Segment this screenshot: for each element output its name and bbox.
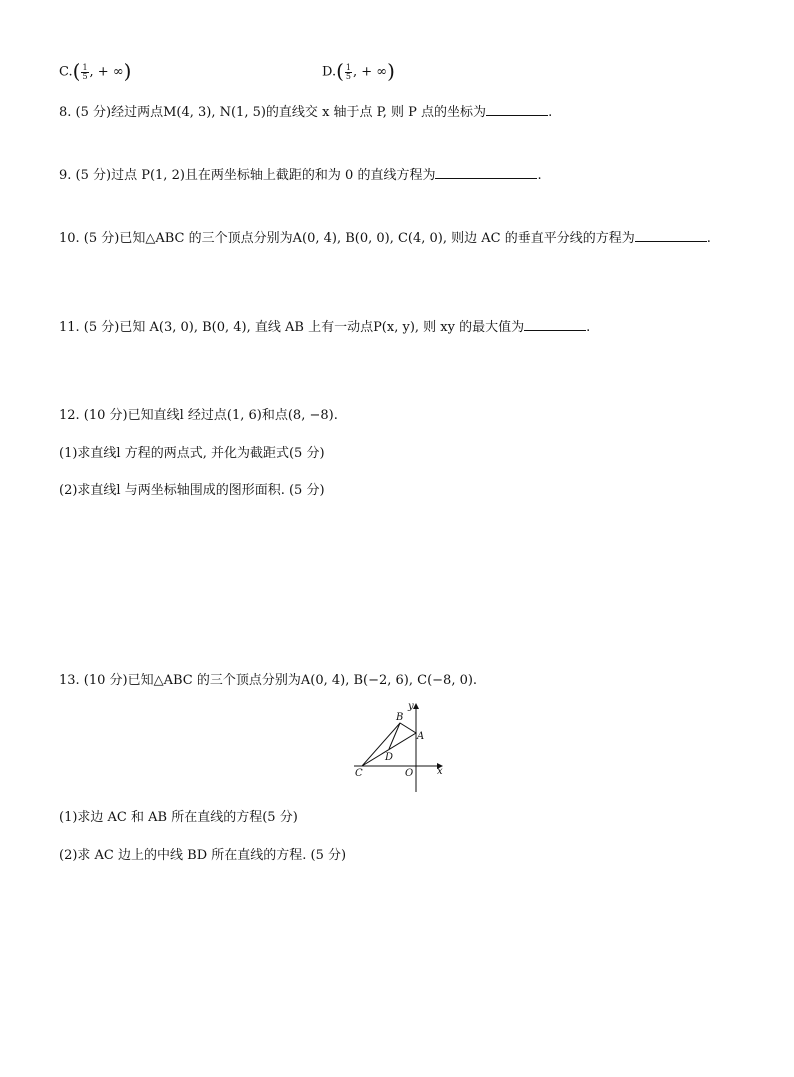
question-12-part-2: (2)求直线l 与两坐标轴围成的图形面积. (5 分) [59, 483, 325, 498]
answer-blank[interactable] [524, 318, 586, 331]
question-12-stem: 12. (10 分)已知直线l 经过点(1, 6)和点(8, −8). [59, 408, 338, 423]
question-13-part-2: (2)求 AC 边上的中线 BD 所在直线的方程. (5 分) [59, 848, 347, 863]
option-c-label: C. [59, 64, 73, 80]
answer-blank[interactable] [435, 166, 537, 179]
option-c: C.( $\frac{1}{5}$ , + ∞) [59, 59, 132, 83]
question-8: 8. (5 分)经过两点M(4, 3), N(1, 5)的直线交 x 轴于点 P, 则 P 点的坐标为 . [59, 105, 553, 120]
option-c-fraction: $\frac{1}{5}$ [82, 62, 88, 81]
triangle-figure [350, 700, 450, 795]
label-d: D [385, 752, 394, 763]
answer-blank[interactable] [635, 229, 707, 242]
label-o: O [405, 768, 414, 779]
option-d-label: D. [322, 64, 337, 80]
option-d-fraction: $\frac{1}{5}$ [345, 62, 351, 81]
question-13-part-1: (1)求边 AC 和 AB 所在直线的方程(5 分) [59, 810, 298, 825]
label-a: A [417, 731, 425, 742]
label-c: C [355, 768, 363, 779]
question-9: 9. (5 分)过点 P(1, 2)且在两坐标轴上截距的和为 0 的直线方程为 . [59, 168, 542, 183]
question-12-part-1: (1)求直线l 方程的两点式, 并化为截距式(5 分) [59, 446, 325, 461]
answer-blank[interactable] [486, 103, 548, 116]
question-11: 11. (5 分)已知 A(3, 0), B(0, 4), 直线 AB 上有一动点P(x, y), 则 xy 的最大值为 . [59, 320, 591, 335]
label-b: B [396, 712, 404, 723]
question-10: 10. (5 分)已知△ABC 的三个顶点分别为A(0, 4), B(0, 0), C(4, 0), 则边 AC 的垂直平分线的方程为 . [59, 231, 711, 246]
label-x: x [437, 766, 443, 777]
option-d: D.( $\frac{1}{5}$ , + ∞) [322, 59, 395, 83]
median-bd [389, 723, 400, 749]
label-y: y [408, 701, 414, 712]
question-13-stem: 13. (10 分)已知△ABC 的三个顶点分别为A(0, 4), B(−2, 6), C(−8, 0). [59, 673, 478, 688]
